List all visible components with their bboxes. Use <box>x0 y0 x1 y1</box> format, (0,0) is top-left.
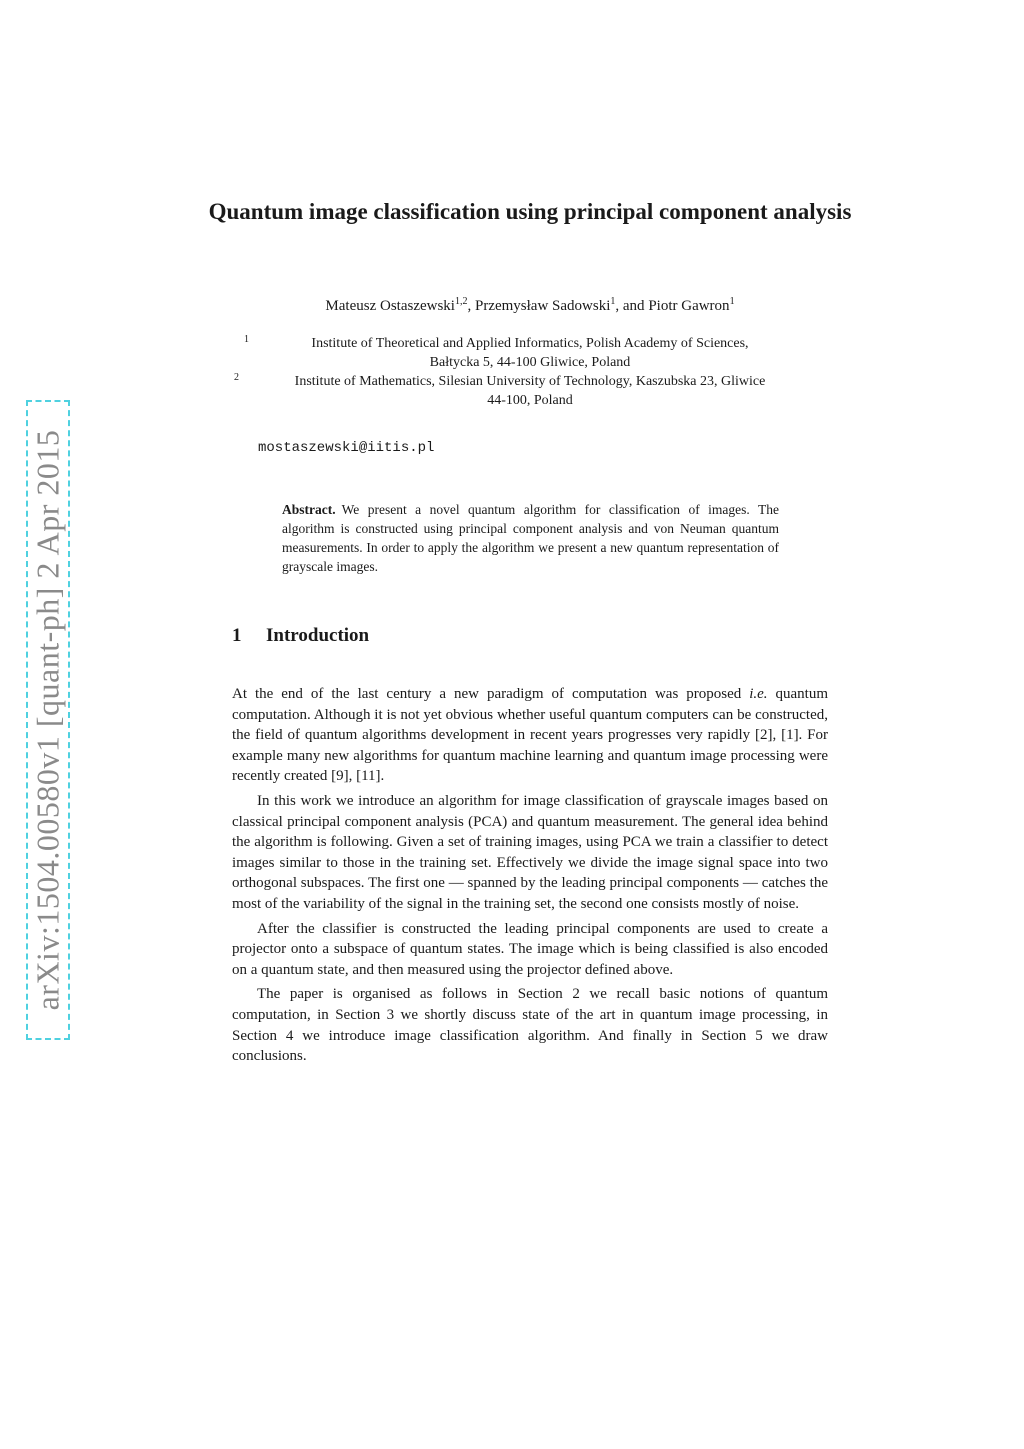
section-number: 1 <box>232 625 242 646</box>
paper-title: Quantum image classification using principal component analysis <box>208 199 852 224</box>
section-heading <box>232 625 369 647</box>
affiliation-line: 44-100, Poland <box>487 393 573 408</box>
affiliation <box>230 372 830 410</box>
affiliation-line: Institute of Mathematics, Silesian University of Technology, Kaszubska 23, Gliwice <box>294 374 766 389</box>
paragraph: In this work we introduce an algorithm for image classification of grayscale images based on classical principal component analysis (PCA) and quantum measurement. The general idea behind the algorithm is following. Given a set of training images, using PCA we train a classifier to detect images similar to those in the training set. Effectively we divide the image signal space into two orthogonal subspaces. The first one — spanned by the leading principal components — catches the most of the variability of the signal in the training set, the second one consists mostly of noise. <box>232 792 828 912</box>
arxiv-side-stamp[interactable] <box>26 400 70 1040</box>
paragraph-text: quantum computation. Although it is not yet obvious whether useful quantum computers can be constructed, the field of quantum algorithms development in recent years progresses very rapidly [2], [1]. For example many new algorithms for quantum machine learning and quantum image processing were recently created [9], [11]. <box>232 686 829 785</box>
author-list <box>200 296 860 315</box>
paragraph-emphasis: i.e. <box>749 686 768 702</box>
contact-email[interactable]: mostaszewski@iitis.pl <box>258 440 435 456</box>
affiliation-line: Bałtycka 5, 44-100 Gliwice, Poland <box>429 355 631 370</box>
section-title: Introduction <box>266 625 370 646</box>
author-affil-mark: 1,2 <box>454 296 468 307</box>
affiliation <box>230 334 830 372</box>
body-text <box>232 684 828 1071</box>
affiliation-number: 2 <box>234 372 239 383</box>
abstract-label: Abstract. <box>282 502 336 517</box>
affiliation-number: 1 <box>244 334 249 345</box>
arxiv-stamp-text: arXiv:1504.00580v1 [quant-ph] 2 Apr 2015 <box>29 429 66 1011</box>
abstract <box>282 500 779 576</box>
paragraph <box>232 684 828 787</box>
author-separator: , and <box>615 298 649 314</box>
affiliation-line: Institute of Theoretical and Applied Informatics, Polish Academy of Sciences, <box>311 336 749 351</box>
author-name: Piotr Gawron <box>648 298 730 314</box>
author-separator: , <box>467 298 475 314</box>
author-affil-mark: 1 <box>729 296 735 307</box>
paragraph: After the classifier is constructed the leading principal components are used to create a projector onto a subspace of quantum states. The image which is being classified is also encoded on a quantum state, and then measured using the projector defined above. <box>232 920 828 978</box>
affiliations <box>230 334 830 410</box>
paragraph-text: At the end of the last century a new paradigm of computation was proposed <box>232 686 750 702</box>
paragraph: The paper is organised as follows in Section 2 we recall basic notions of quantum computation, in Section 3 we shortly discuss state of the art in quantum image processing, in Section 4 we introduce image classification algorithm. And finally in Section 5 we draw conclusions. <box>232 986 828 1065</box>
author-name: Mateusz Ostaszewski <box>325 298 455 314</box>
author-affil-mark: 1 <box>610 296 616 307</box>
abstract-text: We present a novel quantum algorithm for classification of images. The algorithm is constructed using principal component analysis and von Neuman quantum measurements. In order to apply the algorithm we present a new quantum representation of grayscale images. <box>282 502 779 574</box>
author-name: Przemysław Sadowski <box>474 298 611 314</box>
